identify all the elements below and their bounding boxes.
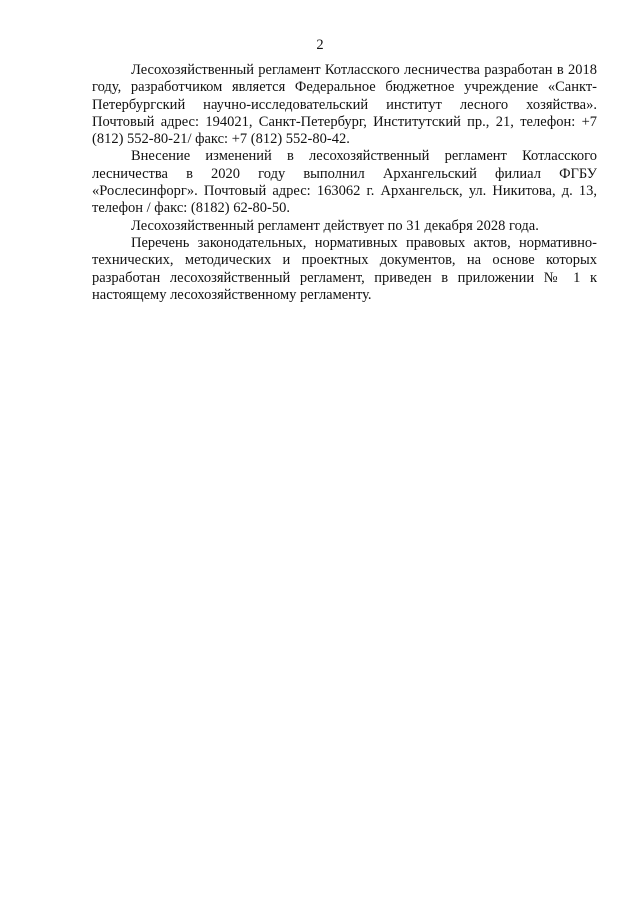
paragraph-validity: Лесохозяйственный регламент действует по 31 декабря 2028 года. xyxy=(131,217,539,234)
paragraph-developer: Лесохозяйственный регламент Котласского лесничества разработан в 2018 году, разработчиком является Федеральное бюджетное учреждение «Санкт-Петербургский научно-исследовательский институт лесного хозяйства». Почтовый адрес: 194021, Санкт-Петербург, Институтский пр., 21, телефон: +7 (812) 552-80-21/ факс: +7 (812) 552-80-42. xyxy=(92,62,597,148)
body-text xyxy=(92,62,597,304)
paragraph-references: Перечень законодательных, нормативных правовых актов, нормативно-технических, методических и проектных документов, на основе которых разработан лесохозяйственный регламент, приведен в приложении № 1 к настоящему лесохозяйственному регламенту. xyxy=(92,234,597,303)
page-number: 2 xyxy=(316,37,324,53)
paragraph-amendments: Внесение изменений в лесохозяйственный регламент Котласского лесничества в 2020 году выполнил Архангельский филиал ФГБУ «Рослесинфорг». Почтовый адрес: 163062 г. Архангельск, ул. Никитова, д. 13, телефон / факс: (8182) 62-80-50. xyxy=(92,148,597,217)
